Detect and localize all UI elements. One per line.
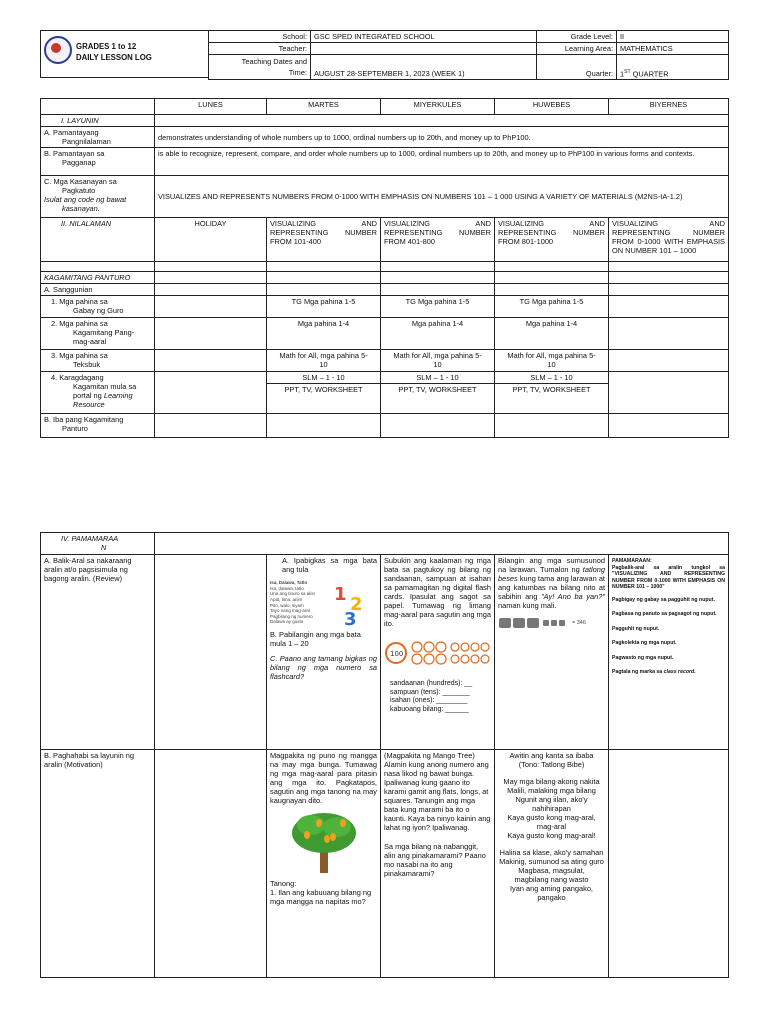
counting-image: = 346 (498, 616, 605, 630)
poem-line: Apat, lima, anim (270, 596, 303, 602)
teksbuk-label: 3. Mga pahina sa Teksbuk (41, 350, 155, 372)
motivation-huwebes: Awitin ang kanta sa ibaba (Tono: Tatlong Bibe) May mga bilang akong nakita Malili, malaking mga bilang Ngunit ang iilan, ako'y nahihirapan Kaya gusto kong mag-aral, mag-aral Kaya gusto kong mag-aral! Halina sa klase, ako'y samahan Makinig, sumunod sa ating guro Magbasa, magsulat, magbilang nang wasto Iyan ang aming pangako, pangako (495, 750, 609, 978)
gabay-huwebes: TG Mga pahina 1-5 (495, 296, 609, 318)
block-counters-icon (498, 616, 570, 630)
song-line: Malili, malaking mga bilang (507, 786, 596, 796)
kagamitang-pang-mag-aaral-label: 2. Mga pahina sa Kagamitang Pang- mag-aaral (41, 318, 155, 350)
motivation-label: B. Paghahabi sa layunin ng aralin (Motivation) (41, 750, 155, 978)
teacher-label: Teacher: (209, 43, 311, 55)
corner-cell (41, 99, 155, 115)
karagdagang-kagamitan-label: 4. Karagdagang Kagamitan mula sa portal ng Learning Resource (41, 372, 155, 414)
day-header-lunes: LUNES (155, 99, 267, 115)
school-value: GSC SPED INTEGRATED SCHOOL (311, 31, 537, 43)
song-lyrics (498, 777, 605, 902)
nilalaman-heading: II. NILALAMAN (41, 218, 155, 262)
nilalaman-biyernes: VISUALIZING AND REPRESENTING NUMBER FROM 0-1000 WITH EMPHASIS ON NUMBER 101 – 1000 (609, 218, 729, 262)
motivation-martes: Magpakita ng puno ng mangga na may mga bunga. Tumawag ng mga mag-aaral para pitasin ang mga ito. Pagkatapos, sagutin ang mga tanong na may kaugnayan dito. Tanong: 1. Ilan ang kabuuang bilang ng mga mangga na napitas mo? (267, 750, 381, 978)
gabay-miyerkules: TG Mga pahina 1-5 (381, 296, 495, 318)
lesson-plan-table-procedures (40, 532, 729, 978)
teksbuk-miyerkules: Math for All, mga pahina 5- 10 (381, 350, 495, 372)
review-huwebes: Bilangin ang mga sumusunod na larawan. Tumalon ng tatlong beses kung tama ang larawan at ang katumbas na bilang nito at sabihin ang "Ay! Ano ba yan?" naman kung mali. = 346 (495, 555, 609, 750)
pagganap-text: is able to recognize, represent, compare, and order whole numbers up to 1000, ordinal numbers up to 20th, and money up to PhP100 in various forms and contexts. (155, 148, 729, 176)
pagganap-label: B. Pamantayan sa Pagganap (41, 148, 155, 176)
karagdagang-huwebes: SLM – 1 - 10 PPT, TV, WORKSHEET (495, 372, 609, 414)
day-header-biyernes: BIYERNES (609, 99, 729, 115)
song-line (498, 840, 605, 848)
teksbuk-huwebes: Math for All, mga pahina 5- 10 (495, 350, 609, 372)
poem-line: Pito, walo, siyam (270, 602, 304, 608)
kasanayan-label: C. Mga Kasanayan sa Pagkatuto Isulat ang code ng bawat kasanayan. (41, 176, 155, 218)
song-line: Magbasa, magsulat, (518, 866, 585, 876)
pamamaraan-heading: IV. PAMAMARAA N (41, 533, 155, 555)
teacher-value (311, 43, 537, 55)
song-line: Ngunit ang iilan, ako'y nahihirapan (515, 795, 588, 814)
place-value-blocks-image (384, 636, 490, 670)
title-line-1: GRADES 1 to 12 (76, 42, 137, 51)
poem-line: Dalawa ay gusto (270, 619, 304, 625)
svg-text:1: 1 (334, 584, 347, 606)
grade-value: II (617, 31, 729, 43)
kagamitan-heading: KAGAMITANG PANTURO (41, 272, 155, 284)
review-label: A. Balik-Aral sa nakaraang aralin at/o pagsisimula ng bagong aralin. (Review) (41, 555, 155, 750)
deped-seal-icon (44, 36, 72, 64)
poem-image (270, 580, 377, 626)
nilalaman-martes: VISUALIZING AND REPRESENTING NUMBER FROM 101-400 (267, 218, 381, 262)
quarter-value: 1ST QUARTER (617, 55, 729, 80)
kasanayan-text: VISUALIZES AND REPRESENTS NUMBERS FROM 0-1000 WITH EMPHASIS ON NUMBERS 101 – 1 000 USING A VARIETY OF MATERIALS (M2NS-IA-1.2) (155, 176, 729, 218)
gabay-label: 1. Mga pahina sa Gabay ng Guro (41, 296, 155, 318)
song-line: May mga bilang akong nakita (503, 777, 600, 787)
poem-line: Una ang tinuro sa akin (270, 591, 316, 597)
document-title (76, 42, 152, 63)
quarter-label: Quarter: (537, 55, 617, 80)
song-line: Kaya gusto kong mag-aral! (507, 831, 596, 841)
pamantayang-label: A. Pamantayang Pangnilalaman (41, 127, 155, 148)
area-value: MATHEMATICS (617, 43, 729, 55)
poem-line: Tayo nang mag-aral (270, 608, 310, 614)
song-line: pangako (537, 893, 566, 903)
motivation-miyerkules: (Magpakita ng Mango Tree) Alamin kung anong numero ang nasa likod ng bawat bunga. Ipaliwanag kung gaano ito karami gamit ang flats, longs, at squares. Tanungin ang mga bata kung marami ba ito o kaunti. Kaya ba ninyo kainin ang lahat ng iyon? Ipaliwanag. Sa mga bilang na nabanggit, alin ang pinakamarami? Paano mo nasabi na ito ang pinakamarami? (381, 750, 495, 978)
song-line: Makinig, sumunod sa ating guro (499, 857, 604, 867)
school-label: School: (209, 31, 311, 43)
pahina-huwebes: Mga pahina 1-4 (495, 318, 609, 350)
song-line: Kaya gusto kong mag-aral, (507, 813, 596, 823)
dates-value: AUGUST 28-SEPTEMBER 1, 2023 (WEEK 1) (311, 55, 537, 80)
area-label: Learning Area: (537, 43, 617, 55)
sanggunian-label: A. Sanggunian (41, 284, 155, 296)
karagdagang-miyerkules: SLM – 1 - 10 PPT, TV, WORKSHEET (381, 372, 495, 414)
nilalaman-miyerkules: VISUALIZING AND REPRESENTING NUMBER FROM 401-800 (381, 218, 495, 262)
pahina-martes: Mga pahina 1-4 (267, 318, 381, 350)
teksbuk-martes: Math for All, mga pahina 5- 10 (267, 350, 381, 372)
review-miyerkules: Subukin ang kaalaman ng mga bata sa pagtukoy ng bilang ng sandaanan, sampuan at isahan sa pamamagitan ng digital flash cards. Ipasulat ang sagot sa papel. Tumawag ng limang mag-aaral para sagutin ang mga ito. 100 sandaanan (hundreds): __ sampuan (tens): _______ isahan (ones): ________ kabuoang bilang: ______ (381, 555, 495, 750)
header-info-table (208, 30, 729, 80)
song-line: magbilang nang wasto (514, 875, 589, 885)
grade-label: Grade Level: (537, 31, 617, 43)
layunin-heading: I. LAYUNIN (41, 115, 155, 127)
day-header-huwebes: HUWEBES (495, 99, 609, 115)
poem-line: Isa, dalawa, tatlo (270, 585, 304, 591)
iba-pang-kagamitan-label: B. Iba pang Kagamitang Panturo (41, 414, 155, 438)
nilalaman-lunes: HOLIDAY (155, 218, 267, 262)
poem-text (270, 580, 332, 626)
svg-text:100: 100 (390, 650, 404, 659)
title-line-2: DAILY LESSON LOG (76, 52, 152, 62)
svg-text:3: 3 (344, 609, 357, 627)
nilalaman-huwebes: VISUALIZING AND REPRESENTING NUMBER FROM 801-1000 (495, 218, 609, 262)
song-line: Iyan ang aming pangako, (509, 884, 593, 894)
pahina-miyerkules: Mga pahina 1-4 (381, 318, 495, 350)
review-martes: A. Ipabigkas sa mga bata ang tula Isa, Dalawa, Tatlo Isa, dalawa, tatlo Una ang tinuro sa akin Apat, lima, anim Pito, walo, siyam Tayo nang mag-aral Pagbilang ng numero Dalawa ay gusto 1 2 3 B. Pabilangin ang mga bata mula 1 – 20 C. Paano ang tamang bigkas ng bilang ng mga numero sa flashcard? (267, 555, 381, 750)
lesson-plan-table-objectives (40, 98, 729, 438)
poem-line: Pagbilang ng numero (270, 613, 313, 619)
pamantayang-text: demonstrates understanding of whole numbers up to 1000, ordinal numbers up to 20th, and money up to PhP100. (155, 127, 729, 148)
day-header-martes: MARTES (267, 99, 381, 115)
svg-text:2: 2 (350, 594, 363, 616)
dates-label: Teaching Dates and Time: (209, 55, 311, 80)
gabay-martes: TG Mga pahina 1-5 (267, 296, 381, 318)
song-line: Halina sa klase, ako'y samahan (499, 848, 604, 858)
poem-line: Isa, Dalawa, Tatlo (270, 580, 308, 586)
numbers-123-icon (332, 580, 372, 626)
day-header-miyerkules: MIYERKULES (381, 99, 495, 115)
song-line: mag-aral (536, 822, 567, 832)
review-biyernes: PAMAMARAAN: Pagbalik-aral sa aralin tungkol sa "VISUALIZING AND REPRESENTING NUMBER FROM 0-1000 WITH EMPHASIS ON NUMBER 101 – 1000" Pagbigay ng gabay sa pagguhit ng nuput. Pagbasa ng panuto sa pagsagot ng nuput. Pagguhit ng nuput. Pagkolekta ng mga nuput. Pagwasto ng mga nuput. Pagtala ng marka sa class record. (609, 555, 729, 750)
karagdagang-martes: SLM – 1 - 10 PPT, TV, WORKSHEET (267, 372, 381, 414)
mango-tree-icon (289, 809, 359, 875)
